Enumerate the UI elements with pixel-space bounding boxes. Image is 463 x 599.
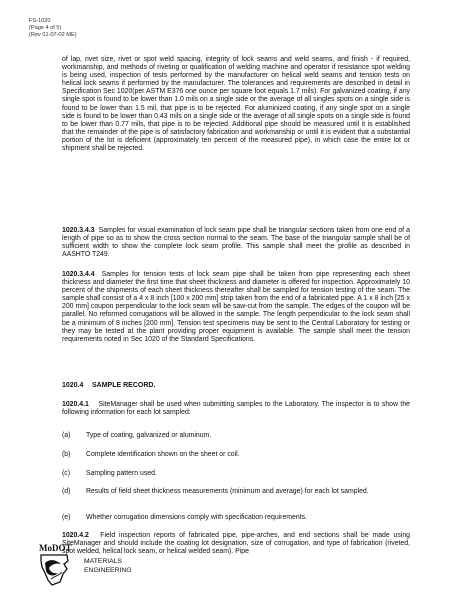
section-number: 1020.4.1 — [62, 401, 89, 408]
list-item-label: (d) — [62, 488, 71, 495]
list-item-label: (b) — [62, 451, 71, 458]
list-item-label: (a) — [62, 432, 71, 439]
section-1020-4-1 — [62, 401, 410, 417]
document-header — [29, 18, 77, 39]
intro-paragraph: of lap, rivet size, rivet or spot weld spacing, integrity of lock seams and weld seams, and finish - if required, workmanship, and methods of riveting or qualification of welding machine and operator if resistance spot welding is being used, inspection of tests performed by the manufacturer on helical weld seams and tension tests on helical lock seams if performed by the manufacturer. The tolerances and requirements are described in detail in Specification Sec 1020(per ASTM E376 one ounce per square foot equals 1.7 mils). For galvanized coating, if any single spot is found to be lower than 1.0 mils on a single side or the average of all singles spots on a single side is found to be lower than 1.5 mil, that pipe is to be rejected. For aluminized coating, if any single spot on a single side is found to be lower than 0.43 mils on a single side or the average of all single spots on a single side is found to be lower than 0.77 mils, that pipe is to be rejected. Additional pipe should be measured until it is established that the remainder of the pipe is of satisfactory fabrication and workmanship or until it is evident that a substantial portion of the lot is deficient (approximately ten percent of the measured pipe), in which case the entire lot or shipment shall be rejected. — [62, 56, 410, 153]
section-1020-3-4-4 — [62, 271, 410, 344]
list-item-text: Whether corrugation dimensions comply with specification requirements. — [86, 514, 307, 521]
section-text: Samples for visual examination of lock seam pipe shall be triangular sections taken from one end of a length of pipe so as to show the cross section normal to the seam. The base of the triangular sample shall be of sufficient width to show the complete lock seam profile. This sample shall meet the profile as described in AASHTO T249. — [62, 227, 410, 259]
list-item-text: Results of field sheet thickness measurements (minimum and average) for each lot sampled. — [86, 488, 369, 495]
logo-wordmark: MoDOT — [39, 543, 72, 553]
section-1020-4-2 — [62, 532, 410, 556]
list-item — [62, 432, 410, 440]
list-item — [62, 470, 410, 478]
department-line-2: ENGINEERING — [84, 566, 132, 574]
list-item-text: Complete identification shown on the sheet or coil. — [86, 451, 240, 458]
list-item — [62, 451, 410, 459]
section-1020-4-heading — [62, 382, 155, 389]
list-item — [62, 488, 410, 496]
list-item-label: (c) — [62, 470, 71, 477]
section-number: 1020.3.4.4 — [62, 271, 95, 278]
section-number: 1020.4 — [62, 382, 84, 389]
list-item-label: (e) — [62, 514, 71, 521]
section-number: 1020.3.4.3 — [62, 227, 95, 234]
department-line-1: MATERIALS — [84, 558, 123, 565]
department-name — [84, 558, 132, 575]
section-text: SiteManager shall be used when submitting samples to the Laboratory. The inspector is to show the following information for each lot sampled: — [62, 401, 410, 417]
modot-logo — [36, 541, 76, 589]
revision-note: (Rev 01-07-02 ME) — [29, 32, 77, 38]
list-item-text: Type of coating, galvanized or aluminum. — [86, 432, 212, 439]
page-number: (Page 4 of 5) — [29, 25, 62, 31]
section-1020-3-4-3 — [62, 227, 410, 259]
section-title: SAMPLE RECORD. — [92, 382, 156, 389]
document-id: FS-1020 — [29, 18, 51, 24]
section-text: Field inspection reports of fabricated pipe, pipe-arches, and end sections shall be made using SiteManager and should include the coating lot designation, size of corrugation, and type of fabrication (riveted, spot welded, helical lock seam, or helical welded seam). Pipe — [62, 532, 410, 556]
list-item-text: Sampling pattern used. — [86, 470, 157, 477]
section-text: Samples for tension tests of lock seam pipe shall be taken from pipe representing each sheet thickness and diameter the first time that sheet thickness and diameter is offered for inspection. Approximately 10 percent of the shipments of each sheet thickness thereafter shall be sampled for tension testing of the seam. The sample shall consist of a 4 x 8 inch [100 x 200 mm] strip taken from the end of a fabricated pipe. A 1 x 8 inch [25 x 200 mm] coupon perpendicular to the lock seam will be saw-cut from the sample. The edges of the coupon will be parallel. No reformed corrugations will be allowed in the sample. The length perpendicular to the lock seam shall be a minimum of 8 inches [200 mm]. Tension test specimens may be sent to the Central Laboratory for testing or they may be tested at the plant providing proper equipment is available. The sample shall meet the tension requirements noted in Sec 1020 of the Standard Specifications. — [62, 271, 410, 343]
section-number: 1020.4.2 — [62, 532, 89, 539]
list-item — [62, 514, 410, 522]
